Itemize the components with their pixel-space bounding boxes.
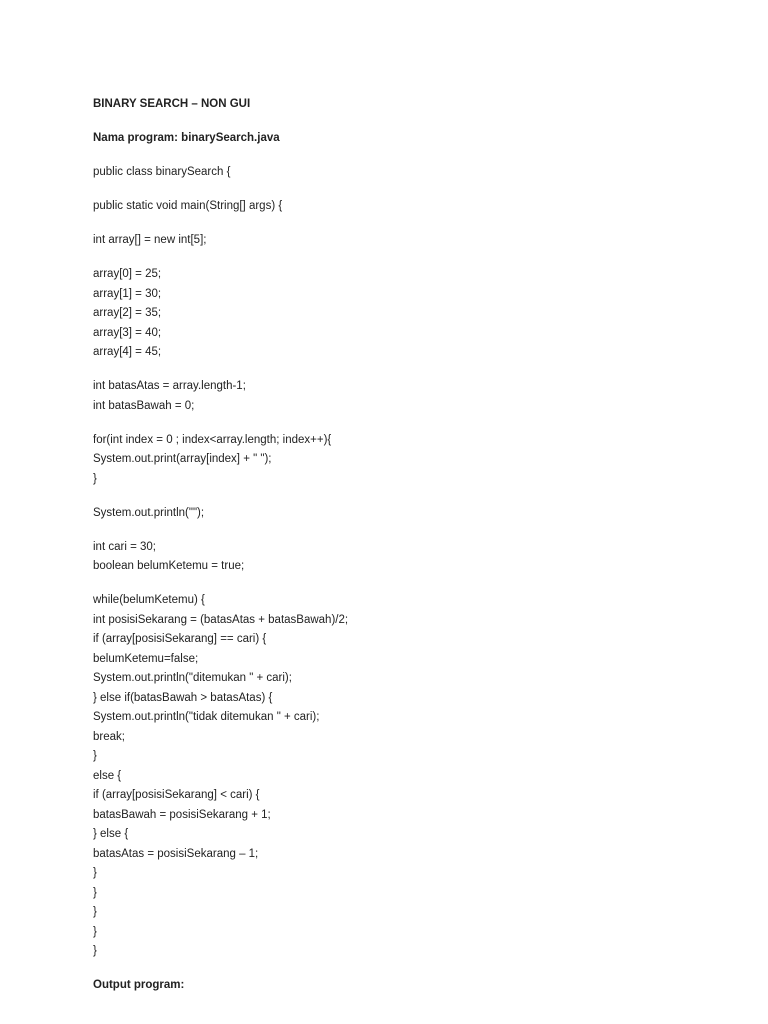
code-line: array[4] = 45;: [93, 346, 162, 358]
code-line: System.out.println("");: [93, 506, 205, 519]
code-line: int array[] = new int[5];: [93, 234, 207, 246]
code-block: [93, 431, 733, 490]
program-name: Nama program: binarySearch.java: [93, 132, 280, 144]
code-line: if (array[posisiSekarang] < cari) {: [93, 789, 260, 801]
code-line: } else if(batasBawah > batasAtas) {: [93, 691, 273, 704]
code-block: [93, 591, 733, 962]
code-line: array[3] = 40;: [93, 326, 162, 339]
code-line: }: [93, 886, 97, 899]
code-line: while(belumKetemu) {: [93, 594, 205, 606]
code-line: array[0] = 25;: [93, 268, 162, 280]
document-title: BINARY SEARCH – NON GUI: [93, 98, 251, 110]
code-line: boolean belumKetemu = true;: [93, 560, 245, 572]
code-listing: [93, 163, 733, 962]
code-block: [93, 504, 733, 524]
code-line: }: [93, 925, 97, 938]
code-line: int posisiSekarang = (batasAtas + batasBawah)/2;: [93, 613, 349, 626]
code-line: int batasBawah = 0;: [93, 399, 195, 412]
code-line: break;: [93, 730, 125, 743]
code-line: public class binarySearch {: [93, 166, 231, 178]
code-line: array[1] = 30;: [93, 287, 162, 300]
code-line: }: [93, 750, 97, 762]
code-block: [93, 265, 733, 363]
code-block: [93, 231, 733, 251]
code-line: }: [93, 945, 97, 957]
output-heading: Output program:: [93, 979, 185, 991]
code-block: [93, 377, 733, 416]
code-line: System.out.print(array[index] + " ");: [93, 453, 272, 465]
code-line: batasBawah = posisiSekarang + 1;: [93, 808, 271, 821]
code-line: }: [93, 906, 97, 918]
output-heading-block: [93, 976, 733, 996]
code-line: else {: [93, 769, 122, 782]
document-page: [93, 95, 733, 1010]
code-line: public static void main(String[] args) {: [93, 200, 283, 212]
code-line: }: [93, 472, 97, 485]
code-line: } else {: [93, 828, 129, 840]
code-line: belumKetemu=false;: [93, 652, 199, 665]
code-line: if (array[posisiSekarang] == cari) {: [93, 633, 267, 645]
code-line: int cari = 30;: [93, 540, 156, 553]
code-block: [93, 197, 733, 217]
code-line: System.out.println("tidak ditemukan " + cari);: [93, 711, 320, 723]
program-name-block: [93, 129, 733, 149]
code-line: array[2] = 35;: [93, 307, 162, 319]
code-line: int batasAtas = array.length-1;: [93, 380, 246, 392]
code-block: [93, 538, 733, 577]
document-title-block: [93, 95, 733, 115]
code-line: }: [93, 867, 97, 879]
code-block: [93, 163, 733, 183]
code-line: for(int index = 0 ; index<array.length; index++){: [93, 433, 332, 446]
code-line: System.out.println("ditemukan " + cari);: [93, 672, 292, 684]
code-line: batasAtas = posisiSekarang – 1;: [93, 847, 259, 860]
